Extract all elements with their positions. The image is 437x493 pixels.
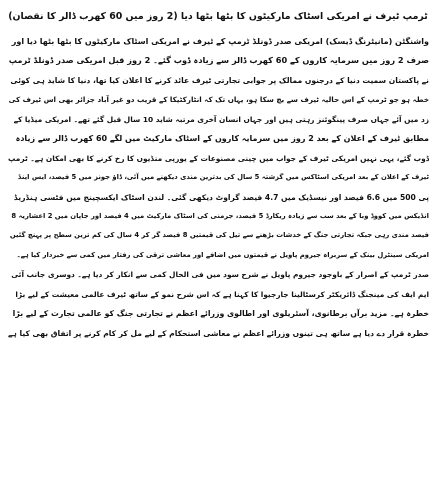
body-line: انڈیکس میں کووڈ وبا کے بعد سب سے زیادہ ریکارڈ 5 فیصد، جرمنی کی اسٹاک مارکیٹ میں 4 فیصد اور جاپان میں 2 اعشاریہ 8 xyxy=(11,211,429,220)
body-line: ٹیرف کے اعلان کے بعد امریکی اسٹاکس میں گزشتہ 5 سال کی بدترین مندی دیکھنے میں آئی، ڈاؤ جونز میں 5 فیصد، ایس اینڈ xyxy=(17,173,429,182)
body-line: مطابق ٹیرف کے اعلان کے بعد 2 روز میں سرمایہ کاروں کے اسٹاک مارکیٹ میں لگے 60 کھرب ڈالر سے زیادہ xyxy=(15,134,429,144)
body-line: ڈوب گئے، یہی نہیں امریکی ٹیرف کے جواب میں چینی مصنوعات کے یورپی منڈیوں کا رخ کرنے کا بھی امکان ہے۔ ٹرمپ xyxy=(7,153,429,163)
body-line: ایم ایف کی مینجنگ ڈائریکٹر کرسٹالینا جارجیوا کا کہنا ہے کہ اس شرح نمو کے ساتھ ٹیرف عالمی معیشت کے لیے بڑا xyxy=(15,289,429,299)
body-line: زد میں آئے جہاں صرف پینگوئنز رہتی ہیں اور جہاں انسان آخری مرتبہ شاید 10 سال قبل گئے تھے۔ امریکی میڈیا کے xyxy=(13,114,429,124)
headline: ٹرمپ ٹیرف نے امریکی اسٹاک مارکیٹوں کا بٹھا بٹھا دیا (2 روز میں 60 کھرب ڈالر کا نقصان) xyxy=(8,11,428,22)
body-line: خطہ ہو جو ٹرمپ کے اس حالیہ ٹیرف سے بچ سکا ہو، یہاں تک کہ انٹارکٹیکا کے قریب دو غیر آباد جزائر بھی اس ٹیرف کی xyxy=(8,95,429,105)
body-line: امریکی سینٹرل بینک کے سربراہ جیروم پاویل نے قیمتوں میں اضافے اور معاشی ترقی کی رفتار میں کمی سے خبردار کیا ہے۔ xyxy=(16,250,429,259)
body-line: پی 500 میں 6.6 فیصد اور نیسڈیک میں 4.7 فیصد گراوٹ دیکھی گئی۔ لندن اسٹاک ایکسچینج میں فٹسی ہنڈریڈ xyxy=(13,192,429,202)
body-line: صدر ٹرمپ کے اصرار کے باوجود جیروم پاویل نے شرح سود میں فی الحال کمی سے انکار کر دیا ہے۔ دوسری جانب آئی xyxy=(11,270,429,280)
body-line: خطرہ ہے۔ مزید برآں برطانوی، آسٹریلوی اور اطالوی وزرائے اعظم نے تجارتی جنگ کو عالمی تجارت کے لیے بڑا xyxy=(12,309,429,319)
body-line: فیصد مندی رہی جبکہ تجارتی جنگ کے خدشات بڑھنے سے تیل کی قیمتیں 8 فیصد گر کر 4 سال کی کم ترین سطح پر پہنچ گئیں xyxy=(9,231,429,240)
body-line: نے پاکستان سمیت دنیا کے درجنوں ممالک پر جوابی تجارتی ٹیرف عائد کرنے کا اعلان کیا تھا، دنیا کا شاید ہی کوئی xyxy=(10,75,429,85)
body-line: خطرہ قرار دے دیا ہے ساتھ ہی تینوں وزرائے اعظم نے معاشی استحکام کے لیے مل کر کام کرنے پر اتفاق بھی کیا ہے xyxy=(7,328,429,338)
body-line: صرف 2 روز میں سرمایہ کاروں کے 60 کھرب ڈالر سے زیادہ ڈوب گئے۔ 2 روز قبل امریکی صدر ڈونلڈ ٹرمپ xyxy=(8,55,429,66)
body-line: واشنگٹن (مانیٹرنگ ڈیسک) امریکی صدر ڈونلڈ ٹرمپ کے ٹیرف نے امریکی اسٹاک مارکیٹوں کا بٹھا بٹھا دیا اور xyxy=(11,37,429,46)
article-body xyxy=(7,32,429,343)
